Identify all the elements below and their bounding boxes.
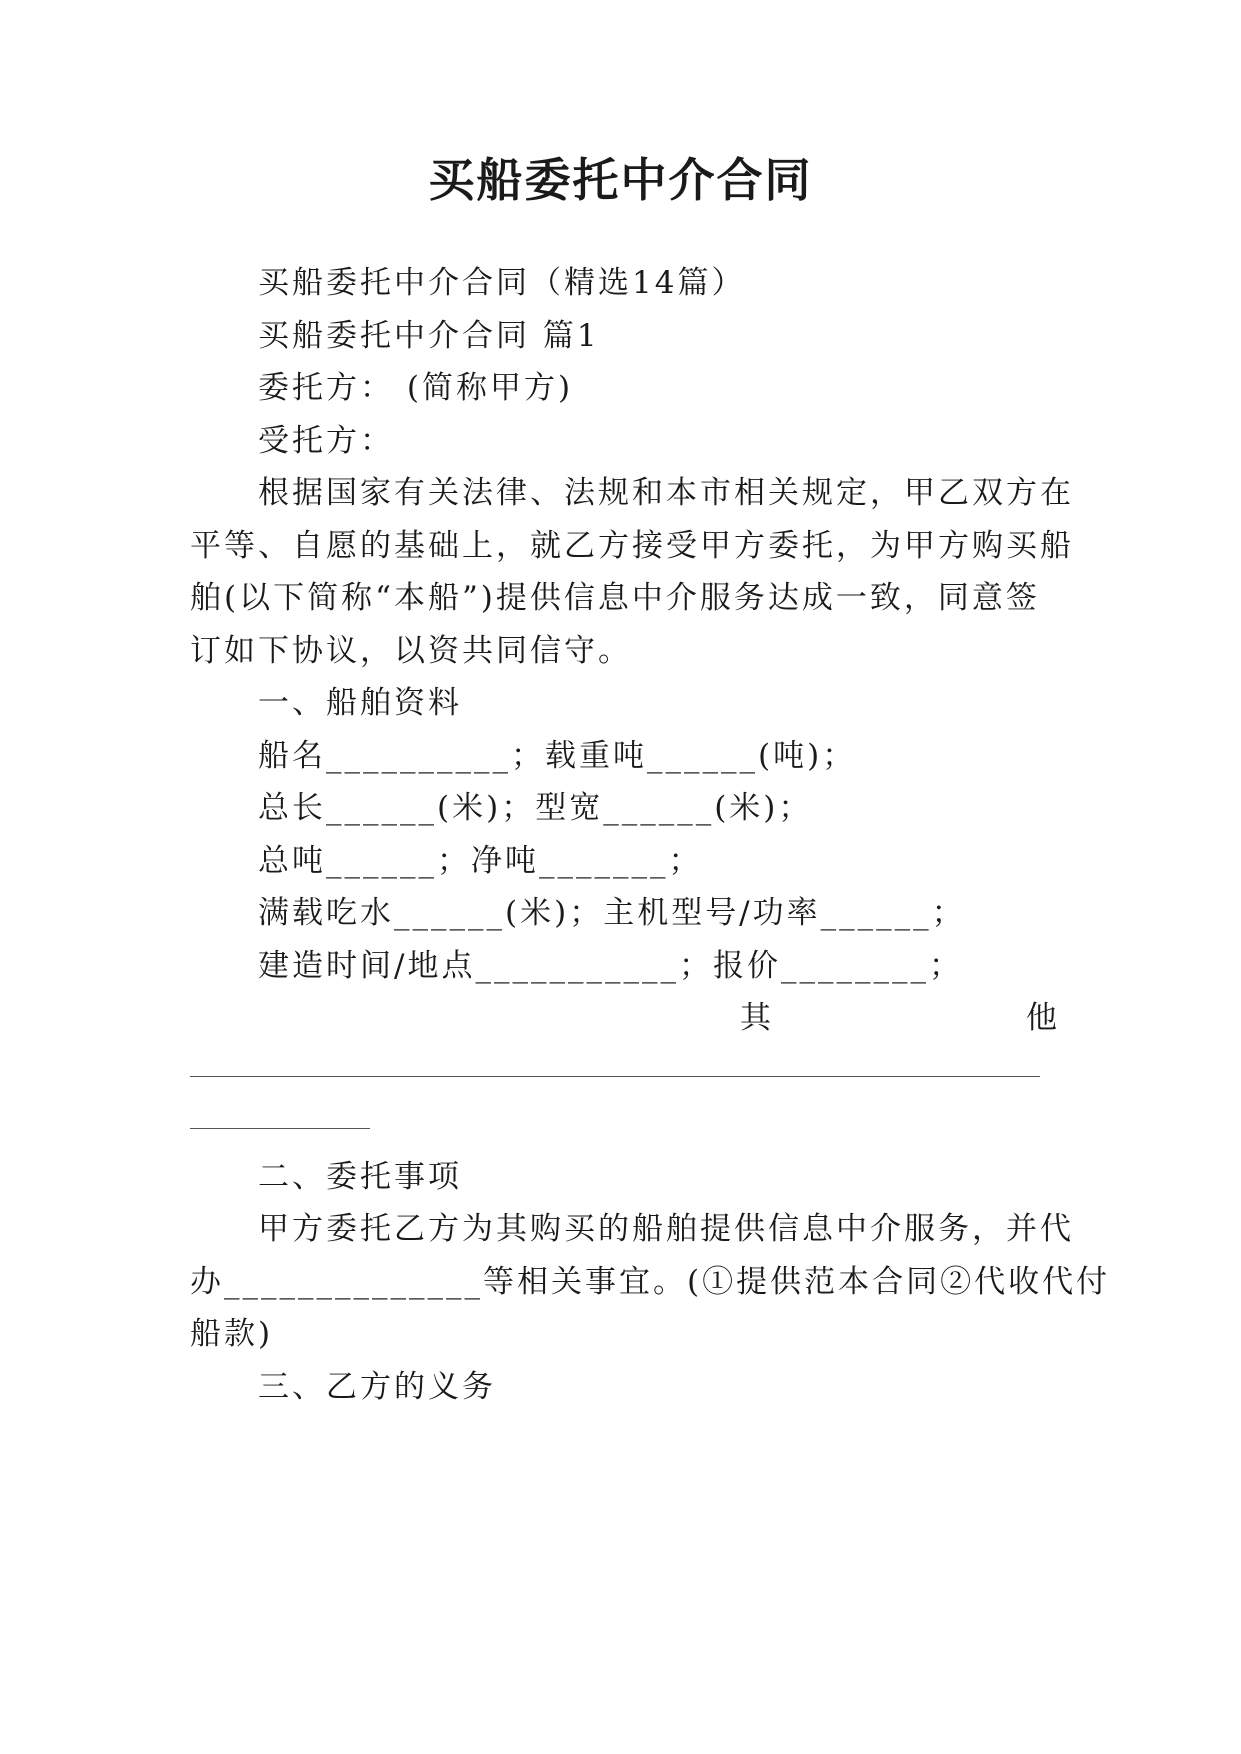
- agent-line: 受托方：: [258, 423, 394, 459]
- document-title: 买船委托中介合同: [428, 153, 813, 207]
- blank-fill-line: [190, 1128, 370, 1129]
- ship-info-row: 总吨______；净吨_______；: [258, 843, 703, 879]
- subtitle: 买船委托中介合同（精选14篇）: [258, 265, 746, 301]
- client-line: 委托方： (简称甲方): [258, 370, 574, 406]
- article-heading: 买船委托中介合同 篇1: [258, 318, 600, 354]
- other-left-text: 其: [740, 1000, 774, 1036]
- ship-info-row: 建造时间/地点___________；报价________；: [258, 948, 963, 984]
- ship-info-row: 总长______(米)；型宽______(米)；: [258, 790, 813, 826]
- other-row: [740, 997, 1060, 1039]
- other-right-text: 他: [1026, 1000, 1060, 1036]
- preamble-line: 根据国家有关法律、法规和本市相关规定，甲乙双方在: [258, 475, 1074, 511]
- blank-fill-line: [190, 1076, 1040, 1077]
- preamble-line: 平等、自愿的基础上，就乙方接受甲方委托，为甲方购买船: [190, 528, 1074, 564]
- section2-line: 办______________等相关事宜。(①提供范本合同②代收代付: [190, 1264, 1111, 1300]
- section2-line: 甲方委托乙方为其购买的船舶提供信息中介服务，并代: [258, 1211, 1074, 1247]
- section-heading: 二、委托事项: [258, 1159, 462, 1195]
- section-heading: 三、乙方的义务: [258, 1369, 496, 1405]
- ship-info-row: 船名__________；载重吨______(吨)；: [258, 738, 857, 774]
- section-heading: 一、船舶资料: [258, 685, 462, 721]
- section2-line: 船款): [190, 1316, 274, 1352]
- ship-info-row: 满载吃水______(米)；主机型号/功率______；: [258, 895, 966, 931]
- preamble-line: 舶(以下简称“本船”)提供信息中介服务达成一致，同意签: [190, 580, 1040, 616]
- preamble-line: 订如下协议，以资共同信守。: [190, 633, 632, 669]
